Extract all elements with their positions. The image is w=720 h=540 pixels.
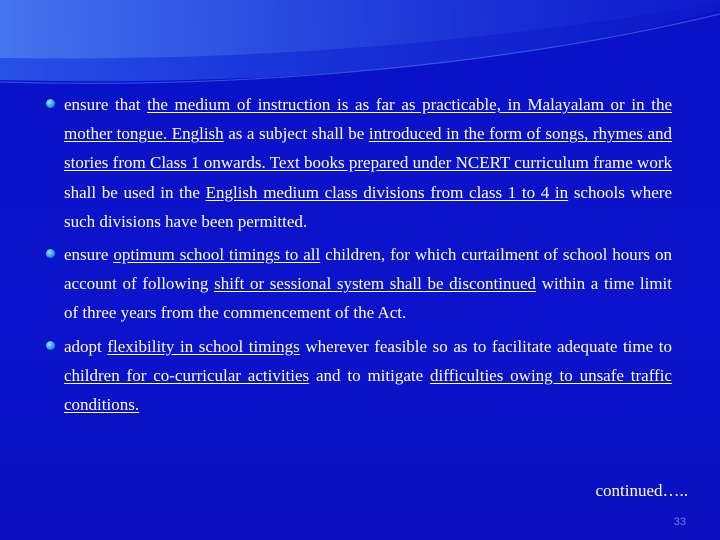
- bullet-text-underlined: difficulties owing to unsafe traffic conditions.: [64, 365, 672, 415]
- bullet-text: ensure that: [64, 95, 148, 114]
- bullet-text: schools where such divisions have been permitted.: [64, 182, 672, 231]
- bullet-list: [46, 90, 672, 423]
- bullet-text-underlined: children for co-curricular activities: [64, 365, 310, 385]
- header-swoosh-graphic: [0, 0, 720, 90]
- page-number: 33: [673, 516, 686, 528]
- bullet-item-2: [46, 240, 672, 328]
- bullet-icon: [46, 249, 55, 258]
- bullet-text: and to mitigate: [309, 365, 430, 385]
- bullet-text: adopt: [64, 336, 108, 356]
- bullet-text: ensure: [64, 245, 114, 265]
- bullet-text: within a time limit of three years from the commencement of the Act.: [64, 274, 672, 323]
- bullet-text-underlined: introduced in the form of songs, rhymes and stories from Class 1 onwards. Text books prepared under NCERT curriculum frame work: [64, 124, 672, 173]
- bullet-text-underlined: optimum school timings to all: [113, 245, 321, 265]
- bullet-item-1: [46, 90, 672, 236]
- bullet-icon: [46, 99, 55, 108]
- continued-label: continued…..: [595, 481, 688, 500]
- bullet-item-3: [46, 332, 672, 420]
- bullet-text-underlined: flexibility in school timings: [107, 336, 300, 356]
- bullet-text: as a subject shall be: [223, 124, 369, 144]
- bullet-text: shall be used in the: [64, 182, 206, 202]
- bullet-text-underlined: shift or sessional system shall be discontinued: [214, 274, 537, 294]
- bullet-text-underlined: English medium class divisions from class 1 to 4 in: [205, 182, 569, 202]
- bullet-text: children, for which curtailment of school hours on account of following: [64, 245, 673, 294]
- bullet-text: wherever feasible so as to facilitate adequate time to: [299, 336, 672, 356]
- bullet-icon: [46, 341, 55, 350]
- bullet-text-underlined: the medium of instruction is as far as practicable, in Malayalam or in the mother tongue. English: [64, 95, 672, 144]
